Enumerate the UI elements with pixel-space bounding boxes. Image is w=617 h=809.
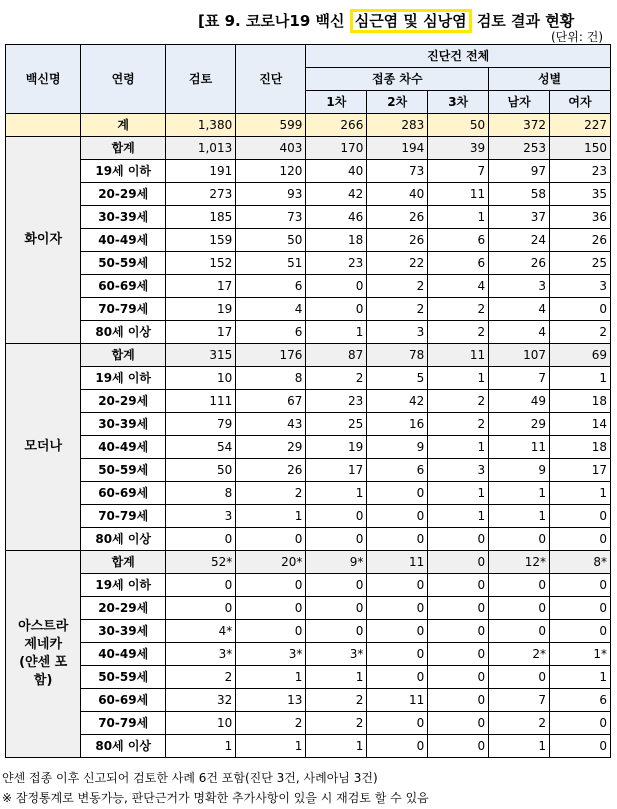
review-cell: 191	[166, 160, 236, 183]
table-row	[6, 344, 611, 367]
table-row	[6, 735, 611, 758]
dose1-cell: 1	[306, 666, 367, 689]
diagnosis-cell: 6	[236, 321, 306, 344]
age-cell: 80세 이상	[81, 735, 166, 758]
male-cell: 9	[489, 459, 550, 482]
female-cell: 6	[550, 689, 611, 712]
dose3-cell: 6	[428, 252, 489, 275]
male-cell: 3	[489, 275, 550, 298]
diagnosis-cell: 1	[236, 505, 306, 528]
male-cell: 1	[489, 505, 550, 528]
female-cell: 1	[550, 367, 611, 390]
male-cell: 0	[489, 666, 550, 689]
female-cell: 0	[550, 298, 611, 321]
dose3-cell: 4	[428, 275, 489, 298]
dose1-cell: 2	[306, 689, 367, 712]
diagnosis-cell: 3*	[236, 643, 306, 666]
female-cell: 25	[550, 252, 611, 275]
dose1-cell: 23	[306, 252, 367, 275]
dose1-cell: 0	[306, 528, 367, 551]
table-row	[6, 620, 611, 643]
dose1-cell: 2	[306, 367, 367, 390]
dose3-cell: 0	[428, 574, 489, 597]
dose3-cell: 1	[428, 482, 489, 505]
female-cell: 18	[550, 390, 611, 413]
table-row	[6, 321, 611, 344]
age-cell: 60-69세	[81, 482, 166, 505]
age-cell: 30-39세	[81, 413, 166, 436]
age-cell: 19세 이하	[81, 160, 166, 183]
review-cell: 19	[166, 298, 236, 321]
header-dose2: 2차	[367, 91, 428, 114]
age-cell: 합계	[81, 137, 166, 160]
review-cell: 10	[166, 712, 236, 735]
age-cell: 80세 이상	[81, 528, 166, 551]
table-row	[6, 275, 611, 298]
male-cell: 0	[489, 528, 550, 551]
review-cell: 315	[166, 344, 236, 367]
dose1-cell: 0	[306, 505, 367, 528]
dose2-cell: 0	[367, 505, 428, 528]
dose1-cell: 1	[306, 482, 367, 505]
dose2-cell: 11	[367, 689, 428, 712]
diagnosis-cell: 51	[236, 252, 306, 275]
total-dose3: 50	[428, 114, 489, 137]
age-cell: 40-49세	[81, 436, 166, 459]
vaccine-name-cell	[6, 551, 81, 758]
age-cell: 50-59세	[81, 252, 166, 275]
female-cell: 2	[550, 321, 611, 344]
dose3-cell: 0	[428, 689, 489, 712]
age-cell: 70-79세	[81, 712, 166, 735]
dose3-cell: 39	[428, 137, 489, 160]
dose2-cell: 0	[367, 666, 428, 689]
dose2-cell: 0	[367, 528, 428, 551]
dose1-cell: 18	[306, 229, 367, 252]
footnote-janssen: 얀센 접종 이후 신고되어 검토한 사례 6건 포함(진단 3건, 사례아님 3건)	[2, 771, 378, 785]
dose2-cell: 0	[367, 482, 428, 505]
dose1-cell: 19	[306, 436, 367, 459]
age-cell: 19세 이하	[81, 574, 166, 597]
review-cell: 0	[166, 574, 236, 597]
table-row	[6, 505, 611, 528]
table-row	[6, 712, 611, 735]
age-cell: 19세 이하	[81, 367, 166, 390]
dose2-cell: 0	[367, 643, 428, 666]
dose1-cell: 3*	[306, 643, 367, 666]
dose2-cell: 26	[367, 206, 428, 229]
myocarditis-review-table	[5, 44, 611, 758]
diagnosis-cell: 93	[236, 183, 306, 206]
table-row	[6, 666, 611, 689]
vaccine-name-cell: 화이자	[6, 137, 81, 344]
male-cell: 4	[489, 298, 550, 321]
male-cell: 4	[489, 321, 550, 344]
dose1-cell: 0	[306, 298, 367, 321]
diagnosis-cell: 67	[236, 390, 306, 413]
header-dose3: 3차	[428, 91, 489, 114]
dose1-cell: 46	[306, 206, 367, 229]
total-row	[6, 114, 611, 137]
vaccine-name-line: 함)	[33, 673, 53, 688]
dose3-cell: 2	[428, 321, 489, 344]
table-row	[6, 183, 611, 206]
dose1-cell: 42	[306, 183, 367, 206]
review-cell: 54	[166, 436, 236, 459]
review-cell: 17	[166, 275, 236, 298]
table-row	[6, 574, 611, 597]
dose2-cell: 16	[367, 413, 428, 436]
diagnosis-cell: 0	[236, 528, 306, 551]
female-cell: 0	[550, 597, 611, 620]
dose2-cell: 78	[367, 344, 428, 367]
dose2-cell: 42	[367, 390, 428, 413]
dose3-cell: 1	[428, 436, 489, 459]
female-cell: 8*	[550, 551, 611, 574]
diagnosis-cell: 20*	[236, 551, 306, 574]
total-dose2: 283	[367, 114, 428, 137]
female-cell: 18	[550, 436, 611, 459]
review-cell: 52*	[166, 551, 236, 574]
male-cell: 0	[489, 597, 550, 620]
female-cell: 26	[550, 229, 611, 252]
male-cell: 11	[489, 436, 550, 459]
male-cell: 49	[489, 390, 550, 413]
dose2-cell: 11	[367, 551, 428, 574]
female-cell: 35	[550, 183, 611, 206]
dose1-cell: 0	[306, 275, 367, 298]
total-male: 372	[489, 114, 550, 137]
total-dose1: 266	[306, 114, 367, 137]
dose1-cell: 23	[306, 390, 367, 413]
table-row	[6, 229, 611, 252]
vaccine-name-line: (얀센 포	[19, 655, 68, 670]
title-suffix: 검토 결과 현황	[471, 12, 575, 30]
review-cell: 3*	[166, 643, 236, 666]
dose2-cell: 2	[367, 275, 428, 298]
dose1-cell: 17	[306, 459, 367, 482]
dose3-cell: 11	[428, 183, 489, 206]
dose1-cell: 0	[306, 574, 367, 597]
header-review: 검토	[166, 45, 236, 114]
table-row	[6, 160, 611, 183]
vaccine-name-line: 아스트라	[18, 619, 69, 634]
female-cell: 17	[550, 459, 611, 482]
table-row	[6, 528, 611, 551]
dose1-cell: 170	[306, 137, 367, 160]
vaccine-name-line: 제네카	[24, 637, 63, 652]
dose3-cell: 0	[428, 735, 489, 758]
diagnosis-cell: 13	[236, 689, 306, 712]
header-diag-total: 진단건 전체	[306, 45, 611, 68]
table-row	[6, 413, 611, 436]
header-age: 연령	[81, 45, 166, 114]
diagnosis-cell: 403	[236, 137, 306, 160]
age-cell: 70-79세	[81, 298, 166, 321]
table-row	[6, 551, 611, 574]
dose2-cell: 0	[367, 597, 428, 620]
diagnosis-cell: 1	[236, 666, 306, 689]
diagnosis-cell: 6	[236, 275, 306, 298]
diagnosis-cell: 0	[236, 597, 306, 620]
diagnosis-cell: 73	[236, 206, 306, 229]
table-row	[6, 597, 611, 620]
dose2-cell: 9	[367, 436, 428, 459]
table-row	[6, 390, 611, 413]
table-row	[6, 137, 611, 160]
female-cell: 0	[550, 505, 611, 528]
review-cell: 159	[166, 229, 236, 252]
age-cell: 합계	[81, 551, 166, 574]
review-cell: 0	[166, 597, 236, 620]
female-cell: 1	[550, 482, 611, 505]
age-cell: 20-29세	[81, 183, 166, 206]
male-cell: 1	[489, 482, 550, 505]
age-cell: 30-39세	[81, 620, 166, 643]
header-female: 여자	[550, 91, 611, 114]
dose3-cell: 0	[428, 620, 489, 643]
age-cell: 80세 이상	[81, 321, 166, 344]
dose2-cell: 40	[367, 183, 428, 206]
dose3-cell: 0	[428, 643, 489, 666]
dose2-cell: 6	[367, 459, 428, 482]
dose2-cell: 3	[367, 321, 428, 344]
dose3-cell: 2	[428, 298, 489, 321]
header-male: 남자	[489, 91, 550, 114]
dose3-cell: 1	[428, 367, 489, 390]
review-cell: 2	[166, 666, 236, 689]
diagnosis-cell: 0	[236, 620, 306, 643]
dose3-cell: 0	[428, 666, 489, 689]
male-cell: 24	[489, 229, 550, 252]
female-cell: 1	[550, 666, 611, 689]
dose1-cell: 40	[306, 160, 367, 183]
diagnosis-cell: 2	[236, 482, 306, 505]
dose2-cell: 22	[367, 252, 428, 275]
dose3-cell: 6	[428, 229, 489, 252]
female-cell: 0	[550, 620, 611, 643]
header-dose1: 1차	[306, 91, 367, 114]
dose2-cell: 2	[367, 298, 428, 321]
dose3-cell: 11	[428, 344, 489, 367]
table-row	[6, 367, 611, 390]
dose2-cell: 26	[367, 229, 428, 252]
female-cell: 36	[550, 206, 611, 229]
title-prefix: [표 9. 코로나19 백신	[198, 12, 350, 30]
dose1-cell: 1	[306, 735, 367, 758]
vaccine-name-cell: 모더나	[6, 344, 81, 551]
male-cell: 7	[489, 689, 550, 712]
diagnosis-cell: 2	[236, 712, 306, 735]
age-cell: 50-59세	[81, 459, 166, 482]
dose3-cell: 0	[428, 551, 489, 574]
male-cell: 97	[489, 160, 550, 183]
diagnosis-cell: 4	[236, 298, 306, 321]
male-cell: 2*	[489, 643, 550, 666]
table-row	[6, 436, 611, 459]
review-cell: 111	[166, 390, 236, 413]
male-cell: 7	[489, 367, 550, 390]
table-row	[6, 459, 611, 482]
header-sex-group: 성별	[489, 68, 611, 91]
dose3-cell: 0	[428, 712, 489, 735]
dose2-cell: 5	[367, 367, 428, 390]
female-cell: 150	[550, 137, 611, 160]
female-cell: 1*	[550, 643, 611, 666]
male-cell: 37	[489, 206, 550, 229]
diagnosis-cell: 8	[236, 367, 306, 390]
diagnosis-cell: 26	[236, 459, 306, 482]
header-dose-group: 접종 차수	[306, 68, 489, 91]
dose3-cell: 7	[428, 160, 489, 183]
review-cell: 3	[166, 505, 236, 528]
male-cell: 29	[489, 413, 550, 436]
review-cell: 79	[166, 413, 236, 436]
review-cell: 1	[166, 735, 236, 758]
table-row	[6, 643, 611, 666]
female-cell: 14	[550, 413, 611, 436]
male-cell: 12*	[489, 551, 550, 574]
male-cell: 253	[489, 137, 550, 160]
dose3-cell: 2	[428, 413, 489, 436]
review-cell: 152	[166, 252, 236, 275]
table-body	[6, 114, 611, 758]
dose1-cell: 0	[306, 597, 367, 620]
dose1-cell: 25	[306, 413, 367, 436]
dose3-cell: 2	[428, 390, 489, 413]
age-cell: 20-29세	[81, 390, 166, 413]
dose2-cell: 73	[367, 160, 428, 183]
table-row	[6, 689, 611, 712]
header-diagnosis: 진단	[236, 45, 306, 114]
footnote-provisional: ※ 잠정통계로 변동가능, 판단근거가 명확한 추가사항이 있을 시 재검토 할 수 있음	[2, 791, 429, 805]
age-cell: 20-29세	[81, 597, 166, 620]
diagnosis-cell: 1	[236, 735, 306, 758]
diagnosis-cell: 176	[236, 344, 306, 367]
dose1-cell: 0	[306, 620, 367, 643]
review-cell: 32	[166, 689, 236, 712]
dose2-cell: 0	[367, 574, 428, 597]
dose3-cell: 0	[428, 597, 489, 620]
age-cell: 50-59세	[81, 666, 166, 689]
dose3-cell: 3	[428, 459, 489, 482]
review-cell: 185	[166, 206, 236, 229]
female-cell: 69	[550, 344, 611, 367]
table-row	[6, 298, 611, 321]
dose1-cell: 9*	[306, 551, 367, 574]
diagnosis-cell: 50	[236, 229, 306, 252]
table-row	[6, 252, 611, 275]
male-cell: 0	[489, 620, 550, 643]
total-label: 계	[81, 114, 166, 137]
female-cell: 23	[550, 160, 611, 183]
female-cell: 0	[550, 735, 611, 758]
total-row-empty	[6, 114, 81, 137]
age-cell: 합계	[81, 344, 166, 367]
unit-label: (단위: 건)	[551, 30, 603, 44]
male-cell: 2	[489, 712, 550, 735]
review-cell: 10	[166, 367, 236, 390]
age-cell: 40-49세	[81, 643, 166, 666]
male-cell: 26	[489, 252, 550, 275]
female-cell: 3	[550, 275, 611, 298]
dose2-cell: 194	[367, 137, 428, 160]
review-cell: 0	[166, 528, 236, 551]
total-female: 227	[550, 114, 611, 137]
review-cell: 50	[166, 459, 236, 482]
male-cell: 107	[489, 344, 550, 367]
age-cell: 60-69세	[81, 275, 166, 298]
diagnosis-cell: 43	[236, 413, 306, 436]
dose1-cell: 2	[306, 712, 367, 735]
review-cell: 17	[166, 321, 236, 344]
dose3-cell: 0	[428, 528, 489, 551]
male-cell: 0	[489, 574, 550, 597]
dose1-cell: 87	[306, 344, 367, 367]
dose3-cell: 1	[428, 505, 489, 528]
total-diagnosis: 599	[236, 114, 306, 137]
male-cell: 58	[489, 183, 550, 206]
dose2-cell: 0	[367, 620, 428, 643]
age-cell: 30-39세	[81, 206, 166, 229]
dose1-cell: 1	[306, 321, 367, 344]
age-cell: 70-79세	[81, 505, 166, 528]
table-row	[6, 206, 611, 229]
dose3-cell: 1	[428, 206, 489, 229]
diagnosis-cell: 120	[236, 160, 306, 183]
age-cell: 40-49세	[81, 229, 166, 252]
table-row	[6, 482, 611, 505]
female-cell: 0	[550, 574, 611, 597]
title-highlight: 심근염 및 심낭염	[350, 9, 472, 33]
female-cell: 0	[550, 712, 611, 735]
review-cell: 1,013	[166, 137, 236, 160]
age-cell: 60-69세	[81, 689, 166, 712]
review-cell: 8	[166, 482, 236, 505]
female-cell: 0	[550, 528, 611, 551]
review-cell: 4*	[166, 620, 236, 643]
male-cell: 1	[489, 735, 550, 758]
total-review: 1,380	[166, 114, 236, 137]
review-cell: 273	[166, 183, 236, 206]
diagnosis-cell: 29	[236, 436, 306, 459]
dose2-cell: 0	[367, 735, 428, 758]
dose2-cell: 0	[367, 712, 428, 735]
diagnosis-cell: 0	[236, 574, 306, 597]
header-vaccine: 백신명	[6, 45, 81, 114]
